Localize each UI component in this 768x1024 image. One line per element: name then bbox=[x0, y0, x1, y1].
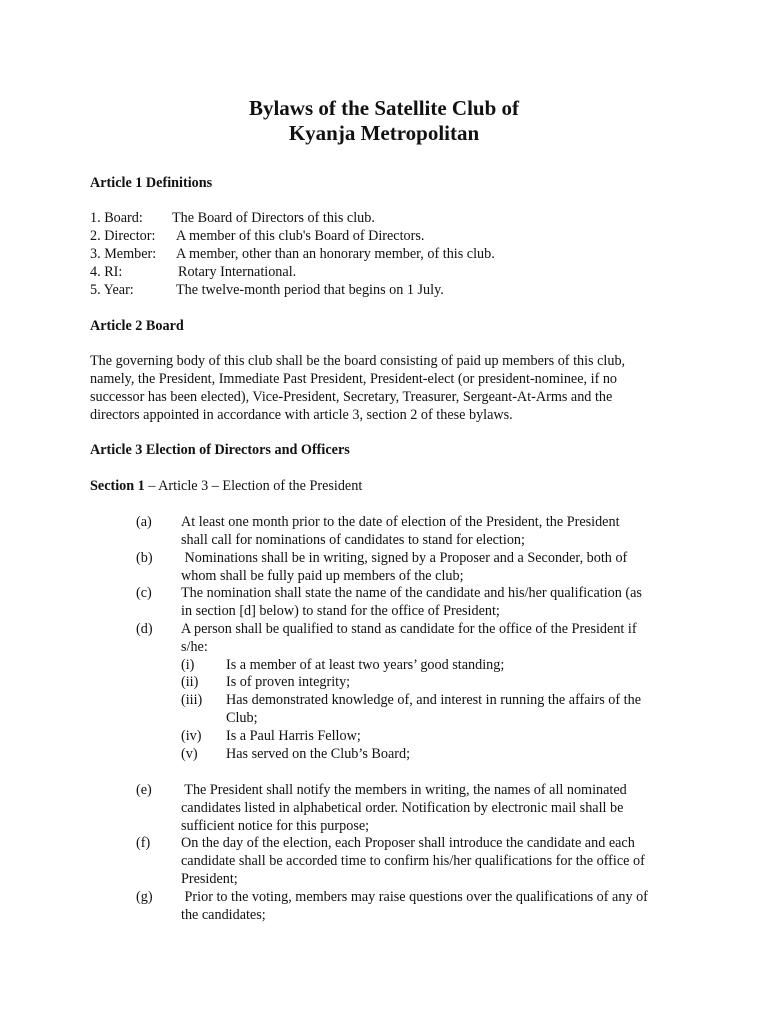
item-label: (f) bbox=[136, 835, 151, 851]
subitem-text-line: Is a member of at least two years’ good standing; bbox=[226, 657, 505, 673]
item-text-line: On the day of the election, each Proposer shall introduce the candidate and each bbox=[181, 835, 635, 851]
definition-term: 5. Year: bbox=[90, 282, 134, 298]
article-3-heading: Article 3 Election of Directors and Officers bbox=[90, 442, 350, 458]
item-label: (d) bbox=[136, 621, 153, 637]
item-text-line: President; bbox=[181, 871, 238, 887]
item-text-line: the candidates; bbox=[181, 907, 266, 923]
subitem-text-line: Is of proven integrity; bbox=[226, 674, 351, 690]
definition-term: 2. Director: bbox=[90, 228, 156, 244]
article-2-paragraph-line: directors appointed in accordance with article 3, section 2 of these bylaws. bbox=[90, 407, 513, 423]
item-label: (b) bbox=[136, 550, 153, 566]
subitem-label: (ii) bbox=[181, 674, 199, 690]
article-2-heading: Article 2 Board bbox=[90, 318, 184, 334]
item-text-line: in section [d] below) to stand for the office of President; bbox=[181, 603, 500, 619]
item-text-line: sufficient notice for this purpose; bbox=[181, 818, 370, 834]
subitem-text-line: Has served on the Club’s Board; bbox=[226, 746, 411, 762]
definition-text: A member, other than an honorary member, of this club. bbox=[176, 246, 495, 262]
subitem-label: (v) bbox=[181, 746, 198, 762]
subitem-text-line: Has demonstrated knowledge of, and interest in running the affairs of the bbox=[226, 692, 641, 708]
subitem-text-line: Is a Paul Harris Fellow; bbox=[226, 728, 361, 744]
definition-text: A member of this club's Board of Directors. bbox=[176, 228, 425, 244]
definition-term: 4. RI: bbox=[90, 264, 123, 280]
section-1-title: – Article 3 – Election of the President bbox=[144, 478, 363, 494]
item-text-line: The President shall notify the members in writing, the names of all nominated bbox=[181, 782, 627, 798]
item-text-line: A person shall be qualified to stand as candidate for the office of the President if bbox=[181, 621, 637, 637]
item-label: (e) bbox=[136, 782, 152, 798]
item-text-line: shall call for nominations of candidates to stand for election; bbox=[181, 532, 525, 548]
item-text-line: At least one month prior to the date of election of the President, the President bbox=[181, 514, 620, 530]
title-line-2: Kyanja Metropolitan bbox=[288, 121, 480, 145]
item-text-line: The nomination shall state the name of the candidate and his/her qualification (as bbox=[181, 585, 642, 601]
definition-text: The Board of Directors of this club. bbox=[172, 210, 375, 226]
definition-text: Rotary International. bbox=[178, 264, 297, 280]
item-text-line: s/he: bbox=[181, 639, 208, 655]
item-text-line: Prior to the voting, members may raise questions over the qualifications of any of bbox=[181, 889, 648, 905]
section-1-label: Section 1 bbox=[90, 478, 145, 494]
title-line-1: Bylaws of the Satellite Club of bbox=[248, 96, 520, 120]
item-text-line: candidates listed in alphabetical order. Notification by electronic mail shall be bbox=[181, 800, 624, 816]
article-2-paragraph-line: The governing body of this club shall be the board consisting of paid up members of this club, bbox=[90, 353, 626, 369]
definition-term: 3. Member: bbox=[90, 246, 157, 262]
item-label: (a) bbox=[136, 514, 152, 530]
article-2-paragraph-line: namely, the President, Immediate Past President, President-elect (or president-nominee, if no bbox=[90, 371, 618, 387]
subitem-label: (i) bbox=[181, 657, 195, 673]
item-label: (c) bbox=[136, 585, 152, 601]
article-1-heading: Article 1 Definitions bbox=[90, 175, 213, 191]
item-text-line: candidate shall be accorded time to confirm his/her qualifications for the office of bbox=[181, 853, 645, 869]
subitem-label: (iii) bbox=[181, 692, 203, 708]
item-text-line: whom shall be fully paid up members of the club; bbox=[181, 568, 464, 584]
document-title bbox=[0, 96, 768, 146]
subitem-text-line: Club; bbox=[226, 710, 258, 726]
definition-term: 1. Board: bbox=[90, 210, 143, 226]
subitem-label: (iv) bbox=[181, 728, 202, 744]
section-1-heading bbox=[90, 478, 362, 496]
item-label: (g) bbox=[136, 889, 153, 905]
definition-text: The twelve-month period that begins on 1 July. bbox=[176, 282, 444, 298]
item-text-line: Nominations shall be in writing, signed by a Proposer and a Seconder, both of bbox=[181, 550, 628, 566]
article-2-paragraph-line: successor has been elected), Vice-President, Secretary, Treasurer, Sergeant-At-Arms and the bbox=[90, 389, 613, 405]
